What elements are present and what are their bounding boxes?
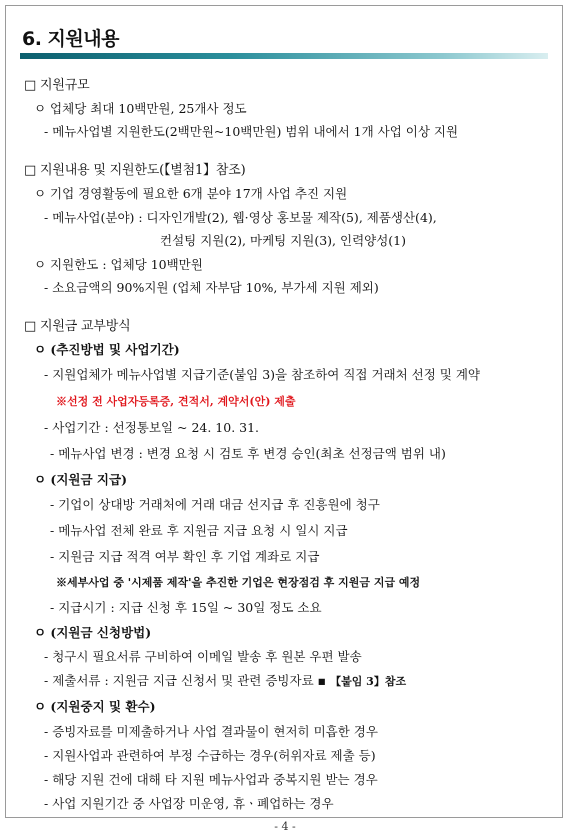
list-item: - 메뉴사업 전체 완료 후 지원금 지급 요청 시 일시 지급 [50,523,348,538]
list-item: ㅇ 지원한도 : 업체당 10백만원 [34,257,203,272]
red-notice: ※선정 전 사업자등록증, 견적서, 계약서(안) 제출 [56,395,296,408]
subheading: ㅇ (지원중지 및 환수) [34,699,156,714]
list-item: - 메뉴사업별 지원한도(2백만원~10백만원) 범위 내에서 1개 사업 이상 지원 [44,124,459,139]
subheading: ㅇ (추진방법 및 사업기간) [34,342,180,357]
list-item: - 기업이 상대방 거래처에 거래 대금 선지급 후 진흥원에 청구 [50,497,380,512]
list-item: 컨설팅 지원(2), 마케팅 지원(3), 인력양성(1) [160,233,407,248]
list-item: - 메뉴사업(분야) : 디자인개발(2), 웹·영상 홍보물 제작(5), 제품생산(4), [44,210,437,225]
list-item-text: - 제출서류 : 지원금 지급 신청서 및 관련 증빙자료 ▪ [44,673,327,688]
subheading: ㅇ (지원금 신청방법) [34,625,152,640]
list-item: ㅇ 기업 경영활동에 필요한 6개 분야 17개 사업 추진 지원 [34,186,348,201]
list-item: - 메뉴사업 변경 : 변경 요청 시 검토 후 변경 승인(최초 선정금액 범위 내) [50,446,446,461]
title-underline-bar [20,53,548,59]
list-item: - 사업 지원기간 중 사업장 미운영, 휴ㆍ폐업하는 경우 [44,796,334,811]
attachment-reference: 【붙임 3】참조 [330,675,407,688]
list-item: - 지급시기 : 지급 신청 후 15일 ~ 30일 정도 소요 [50,600,322,615]
list-item: - 소요금액의 90%지원 (업체 자부담 10%, 부가세 지원 제외) [44,280,379,295]
list-item: - 지원금 지급 적격 여부 확인 후 기업 계좌로 지급 [50,549,320,564]
section-title: 6. 지원내용 [22,28,119,50]
heading-payment-method: □ 지원금 교부방식 [24,319,131,334]
page-number: - 4 - [274,820,296,833]
heading-support-scale: □ 지원규모 [24,78,90,93]
list-item: - 청구시 필요서류 구비하여 이메일 발송 후 원본 우편 발송 [44,649,362,664]
list-item: - 해당 지원 건에 대해 타 지원 메뉴사업과 중복지원 받는 경우 [44,772,378,787]
list-item: - 증빙자료를 미제출하거나 사업 결과물이 현저히 미흡한 경우 [44,724,378,739]
list-item: ㅇ 업체당 최대 10백만원, 25개사 정도 [34,101,247,116]
list-item: - 지원업체가 메뉴사업별 지급기준(붙임 3)을 참조하여 직접 거래처 선정 및 계약 [44,367,480,382]
list-item: - 지원사업과 관련하여 부정 수급하는 경우(허위자료 제출 등) [44,748,376,763]
heading-support-content: □ 지원내용 및 지원한도(【별첨1】참조) [24,163,246,178]
bold-notice: ※세부사업 중 '시제품 제작'을 추진한 기업은 현장점검 후 지원금 지급 예정 [56,576,421,589]
subheading: ㅇ (지원금 지급) [34,472,127,487]
list-item: - 사업기간 : 선정통보일 ~ 24. 10. 31. [44,420,260,435]
list-item [44,673,406,690]
